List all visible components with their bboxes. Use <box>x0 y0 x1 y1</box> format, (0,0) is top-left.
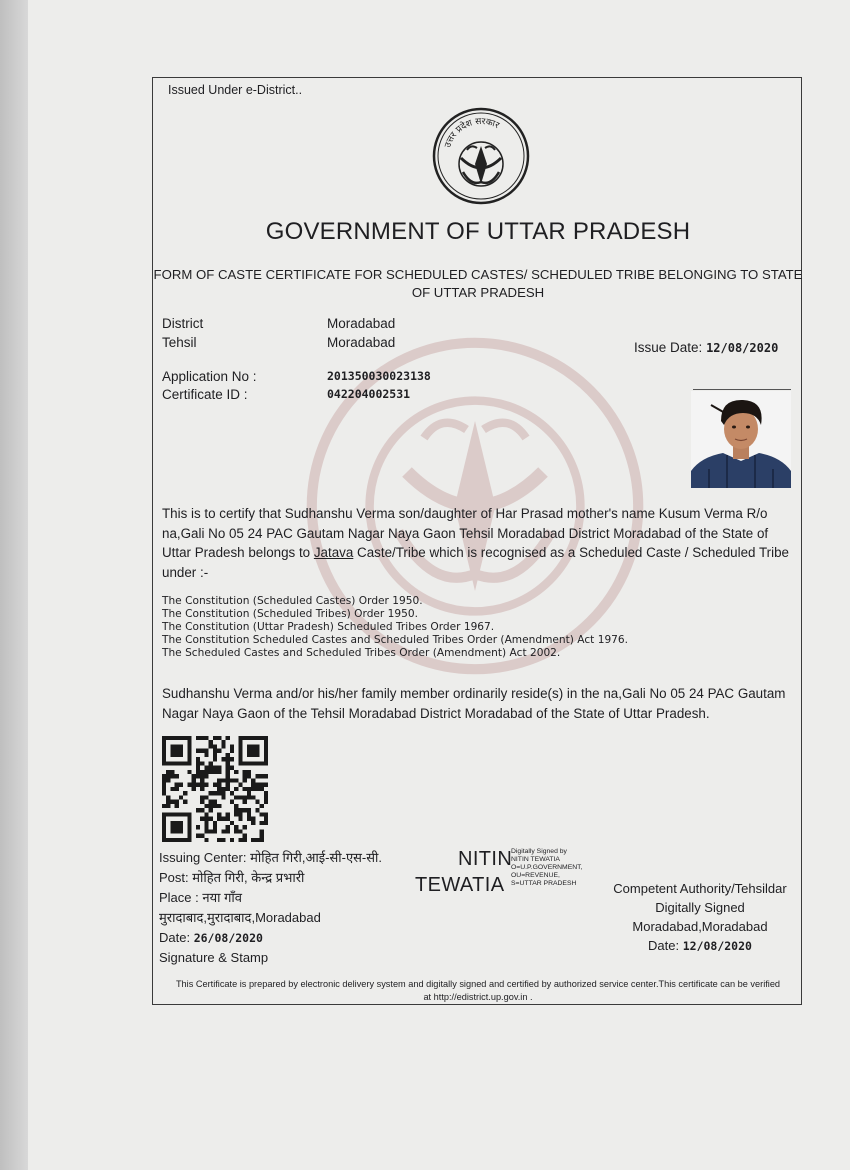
photo-divider <box>693 389 791 390</box>
authority-date-value: 12/08/2020 <box>682 939 752 953</box>
certificate-id-value: 042204002531 <box>327 387 411 401</box>
tehsil-value: Moradabad <box>327 335 396 350</box>
certification-text <box>162 504 798 582</box>
issuing-center-value: मोहित गिरी,आई-सी-एस-सी. <box>250 850 383 865</box>
district-label: District <box>162 316 204 331</box>
authority-date-label: Date: <box>648 938 680 953</box>
order-item: The Constitution (Scheduled Castes) Order 1950. <box>162 595 423 607</box>
post-label: Post: <box>159 870 189 885</box>
signature-info-line: OU=REVENUE, <box>511 872 560 879</box>
issue-date <box>634 340 778 355</box>
issuing-center-block <box>159 848 382 968</box>
page-title: GOVERNMENT OF UTTAR PRADESH <box>265 218 691 245</box>
post-value: मोहित गिरी, केन्द्र प्रभारी <box>192 870 305 885</box>
authority-date <box>595 936 805 956</box>
digital-signature-info <box>511 848 582 888</box>
place-label: Place : <box>159 890 199 905</box>
signature-info-line: S=UTTAR PRADESH <box>511 880 577 887</box>
order-item: The Scheduled Castes and Scheduled Tribes Order (Amendment) Act 2002. <box>162 647 561 659</box>
issuing-date-value: 26/08/2020 <box>193 931 263 945</box>
order-item: The Constitution Scheduled Castes and Scheduled Tribes Order (Amendment) Act 1976. <box>162 634 629 646</box>
issue-date-value: 12/08/2020 <box>706 341 779 355</box>
signer-last-name: TEWATIA <box>415 874 505 896</box>
certificate-frame <box>152 77 802 1005</box>
issuing-center-label: Issuing Center: <box>159 850 247 865</box>
issuing-date-label: Date: <box>159 930 191 945</box>
certification-text-start: This is to certify that Sudhanshu Verma son/daughter of Har Prasad mother's name Kusum Verma R/o na,Gali No 05 24 PAC Gautam Nagar Naya Gaon Tehsil Moradabad District Moradabad of the State of Uttar Pradesh belongs to <box>162 506 769 560</box>
place <box>159 888 382 908</box>
signature-stamp-label: Signature & Stamp <box>159 950 269 965</box>
up-government-emblem <box>431 106 531 206</box>
issuing-date <box>159 928 382 948</box>
authority-title: Competent Authority/Tehsildar <box>613 881 787 896</box>
authority-signed: Digitally Signed <box>655 900 745 915</box>
order-item: The Constitution (Uttar Pradesh) Scheduled Tribes Order 1967. <box>162 621 495 633</box>
signature-info-line: NITIN TEWATIA <box>511 856 560 863</box>
residence-statement: Sudhanshu Verma and/or his/her family member ordinarily reside(s) in the na,Gali No 05 24 PAC Gautam Nagar Naya Gaon of the Tehsil Moradabad District Moradabad of the State of Uttar Pradesh. <box>162 686 786 721</box>
signer-first-name: NITIN <box>458 848 513 870</box>
signature-info-line: O=U.P.GOVERNMENT, <box>511 864 583 871</box>
issuing-center <box>159 848 382 868</box>
caste-name: Jatava <box>313 545 354 560</box>
application-no-label: Application No : <box>162 369 257 384</box>
constitution-orders-list <box>162 595 628 660</box>
post <box>159 868 382 888</box>
verification-footer: This Certificate is prepared by electronic delivery system and digitally signed and certified by authorized service center.This certificate can be verified at http://edistrict.up.gov.in . <box>175 979 781 1002</box>
signature-info-line: Digitally Signed by <box>511 848 567 855</box>
svg-text:उत्तर प्रदेश सरकार: उत्तर प्रदेश सरकार <box>443 116 501 150</box>
application-no-value: 201350030023138 <box>327 369 431 383</box>
paper-sheet <box>28 0 850 1170</box>
certificate-subtitle: FORM OF CASTE CERTIFICATE FOR SCHEDULED CASTES/ SCHEDULED TRIBE BELONGING TO STATE OF UTTAR PRADESH <box>153 267 803 300</box>
applicant-photo <box>691 391 791 488</box>
tehsil-label: Tehsil <box>162 335 197 350</box>
district-value: Moradabad <box>327 316 396 331</box>
issue-date-label: Issue Date: <box>634 340 703 355</box>
scan-edge <box>0 0 28 1170</box>
certificate-id-label: Certificate ID : <box>162 387 248 402</box>
order-item: The Constitution (Scheduled Tribes) Order 1950. <box>162 608 418 620</box>
qr-code[interactable] <box>162 736 268 842</box>
place-line-2: मुरादाबाद,मुरादाबाद,Moradabad <box>159 910 321 925</box>
certification-text-end: Caste/Tribe which is recognised as a Scheduled Caste / Scheduled Tribe under :- <box>162 545 789 580</box>
competent-authority-block <box>595 879 805 956</box>
place-value: नया गाँव <box>202 890 243 905</box>
authority-place: Moradabad,Moradabad <box>632 919 768 934</box>
issued-under-label: Issued Under e-District.. <box>168 83 303 97</box>
